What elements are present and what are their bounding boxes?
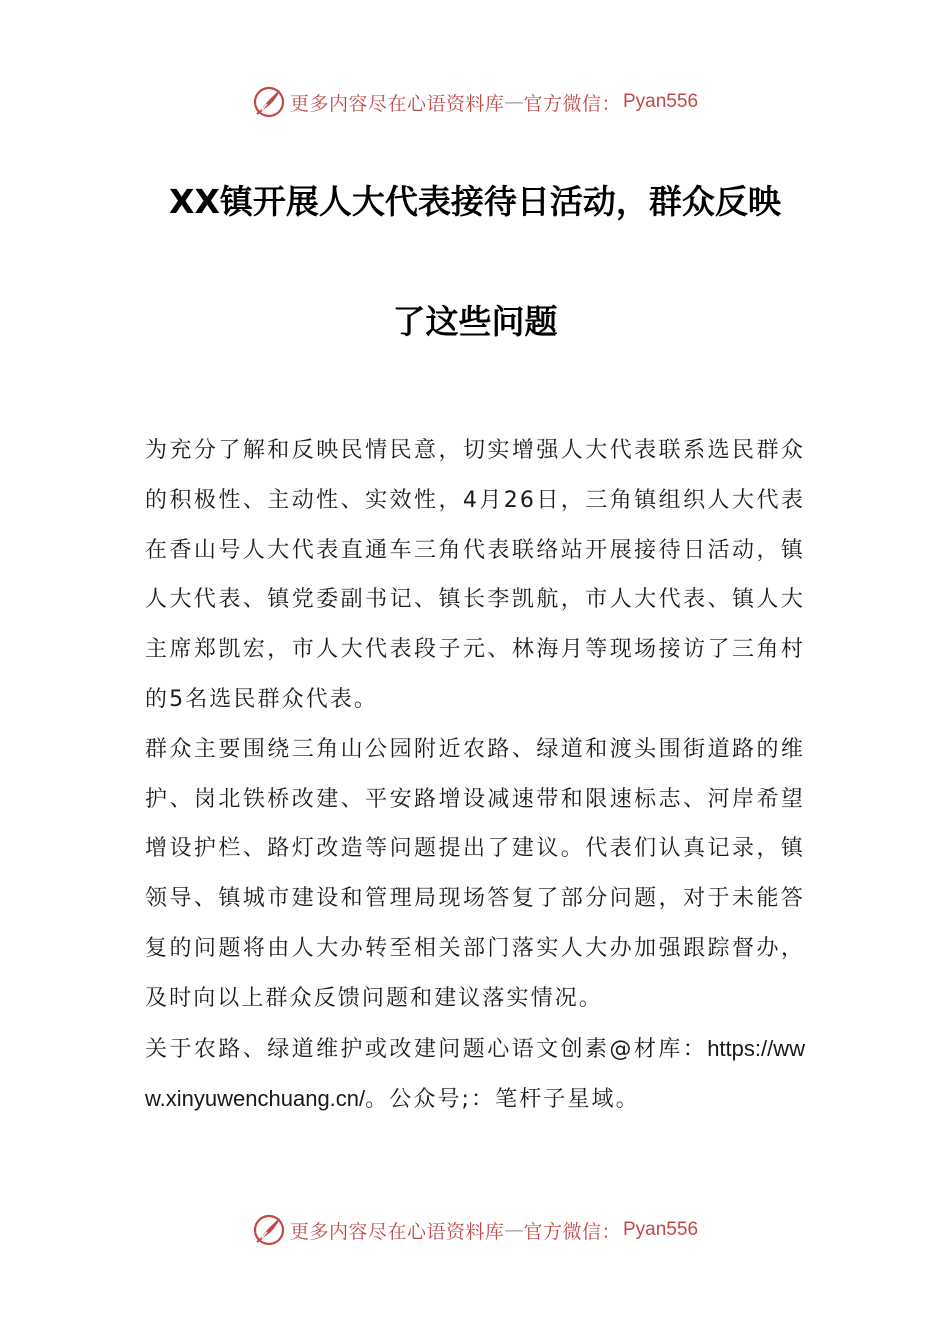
footer-watermark-banner xyxy=(0,1210,950,1250)
quill-pen-logo-icon xyxy=(252,1213,286,1247)
header-watermark-handle: Pyan556 xyxy=(623,91,699,112)
quill-pen-logo-icon xyxy=(252,85,286,119)
document-title-line-2: 了这些问题 xyxy=(392,302,558,341)
footer-watermark-handle: Pyan556 xyxy=(623,1219,699,1240)
closing-suffix: 。公众号;：笔杆子星域。 xyxy=(365,1087,640,1113)
header-watermark-text: 更多内容尽在心语资料库 xyxy=(289,92,505,115)
header-watermark-contact-label: 官方微信： xyxy=(523,92,621,115)
document-title-line-1: XX镇开展人大代表接待日活动，群众反映 xyxy=(169,182,781,221)
body-paragraph-1: 为充分了解和反映民情民意，切实增强人大代表联系选民群众的积极性、主动性、实效性，4月26日，三角镇组织人大代表在香山号人大代表直通车三角代表联络站开展接待日活动，镇人大代表、镇党委副书记、镇长李凯航，市人大代表、镇人大主席郑凯宏，市人大代表段子元、林海月等现场接访了三角村的5名选民群众代表。 xyxy=(145,438,805,712)
closing-paragraph xyxy=(145,1024,805,1126)
footer-watermark-separator: — xyxy=(504,1219,524,1241)
closing-url-link[interactable]: https://www.xinyuwenchuang.cn/ xyxy=(145,1035,805,1112)
header-watermark-banner xyxy=(0,82,950,122)
header-watermark-separator: — xyxy=(504,91,524,113)
footer-watermark-text: 更多内容尽在心语资料库 xyxy=(289,1220,505,1243)
body-paragraph-2: 群众主要围绕三角山公园附近农路、绿道和渡头围街道路的维护、岗北铁桥改建、平安路增设减速带和限速标志、河岸希望增设护栏、路灯改造等问题提出了建议。代表们认真记录，镇领导、镇城市建设和管理局现场答复了部分问题，对于未能答复的问题将由人大办转至相关部门落实人大办加强跟踪督办，及时向以上群众反馈问题和建议落实情况。 xyxy=(145,736,805,1011)
footer-watermark-contact-label: 官方微信： xyxy=(523,1220,621,1243)
closing-prefix: 关于农路、绿道维护或改建问题心语文创素@材库： xyxy=(145,1036,708,1062)
document-body xyxy=(145,426,805,1125)
